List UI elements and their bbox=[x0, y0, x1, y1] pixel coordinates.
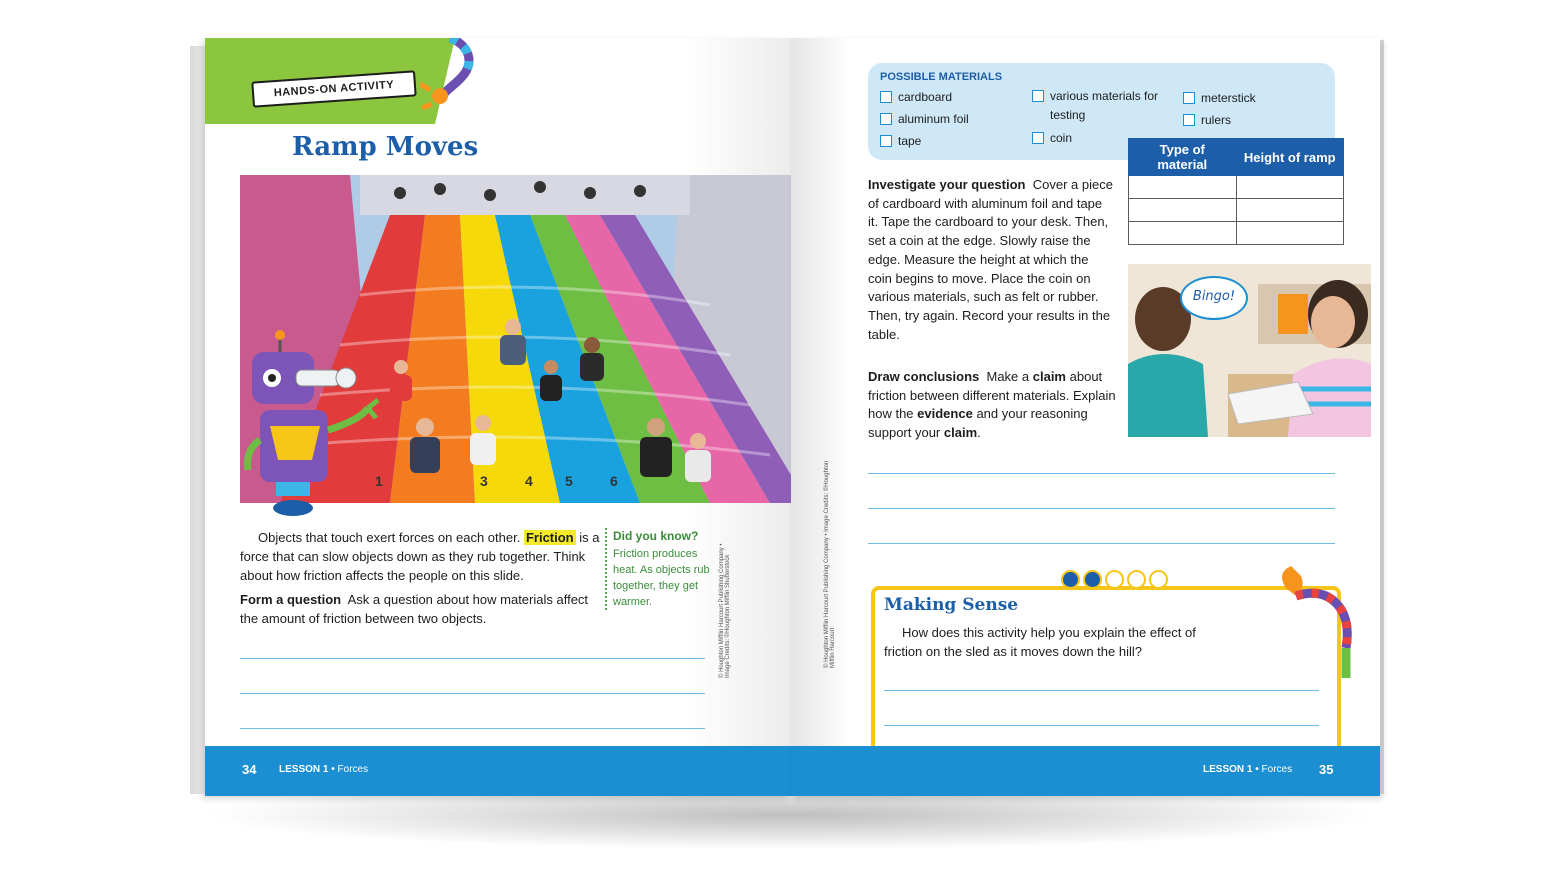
making-sense-title: Making Sense bbox=[884, 595, 1019, 615]
lesson-label: LESSON 1 • Forces bbox=[1203, 764, 1293, 775]
checkbox-icon[interactable] bbox=[1032, 132, 1044, 144]
checkbox-icon[interactable] bbox=[1183, 92, 1195, 104]
progress-dot-empty bbox=[1127, 570, 1146, 589]
investigate-paragraph: Investigate your question Cover a piece of cardboard with aluminum foil and tape it. Tape the cardboard to your desk. Then, set a coin at the edge. Slowly raise the edge. Measure the height at which the coin begins to move. Place the coin on various materials, such as felt or rubber. Then, try again. Record your results in the table. bbox=[868, 177, 1113, 342]
draw-conclusions-heading: Draw conclusions bbox=[868, 369, 980, 384]
robot-arm-icon bbox=[420, 38, 480, 113]
students-image bbox=[1128, 264, 1371, 437]
progress-dot-filled bbox=[1061, 570, 1080, 589]
draw-conclusions-paragraph: Draw conclusions Make a claim about friction between different materials. Explain how the evidence and your reasoning support your claim. bbox=[868, 369, 1116, 441]
material-checkbox[interactable]: tape bbox=[880, 132, 921, 151]
answer-line[interactable] bbox=[884, 725, 1319, 726]
material-checkbox[interactable]: coin bbox=[1032, 129, 1072, 148]
did-you-know-text: Friction produces heat. As objects rub together, they get warmer. bbox=[613, 548, 710, 608]
materials-heading: POSSIBLE MATERIALS bbox=[880, 71, 1003, 83]
table-cell[interactable] bbox=[1129, 199, 1237, 222]
table-row bbox=[1129, 222, 1344, 245]
checkbox-icon[interactable] bbox=[1183, 114, 1195, 126]
answer-line[interactable] bbox=[868, 508, 1335, 509]
did-you-know-callout bbox=[605, 528, 713, 610]
answer-line[interactable] bbox=[884, 690, 1319, 691]
results-table bbox=[1128, 138, 1344, 245]
table-row bbox=[1129, 176, 1344, 199]
students-photo bbox=[1128, 264, 1371, 437]
robot-claw-icon bbox=[1266, 558, 1366, 678]
lane-number: 5 bbox=[565, 473, 573, 489]
table-cell[interactable] bbox=[1236, 199, 1344, 222]
table-cell[interactable] bbox=[1236, 176, 1344, 199]
page-number: 35 bbox=[1319, 762, 1334, 777]
table-cell[interactable] bbox=[1129, 222, 1237, 245]
intro-paragraph: Objects that touch exert forces on each other. Friction is a force that can slow objects down as they rub together. Think about how friction affects the people on this slide. bbox=[240, 530, 600, 583]
claim-term: claim bbox=[943, 425, 978, 441]
material-checkbox[interactable]: cardboard bbox=[880, 88, 952, 107]
material-checkbox[interactable]: meterstick bbox=[1183, 89, 1256, 108]
answer-line[interactable] bbox=[240, 658, 705, 659]
progress-dots bbox=[1061, 570, 1168, 589]
footer-bar bbox=[791, 746, 1380, 796]
table-row bbox=[1129, 199, 1344, 222]
table-header-type: Type of material bbox=[1129, 139, 1237, 176]
progress-dot-empty bbox=[1105, 570, 1124, 589]
progress-dot-filled bbox=[1083, 570, 1102, 589]
left-page bbox=[205, 38, 791, 796]
checkbox-icon[interactable] bbox=[880, 113, 892, 125]
robot-mascot-icon bbox=[240, 330, 380, 520]
progress-dot-empty bbox=[1149, 570, 1168, 589]
lane-number: 1 bbox=[375, 473, 383, 489]
making-sense-question: How does this activity help you explain the effect of friction on the sled as it moves down the hill? bbox=[884, 625, 1196, 659]
form-question-paragraph: Form a question Ask a question about how materials affect the amount of friction between two objects. bbox=[240, 592, 589, 626]
answer-line[interactable] bbox=[868, 473, 1335, 474]
table-header-height: Height of ramp bbox=[1236, 139, 1344, 176]
right-page bbox=[791, 38, 1380, 796]
did-you-know-heading: Did you know? bbox=[613, 529, 699, 543]
table-cell[interactable] bbox=[1129, 176, 1237, 199]
hands-on-activity-tag: HANDS-ON ACTIVITY bbox=[251, 70, 416, 107]
page-title: Ramp Moves bbox=[292, 132, 479, 162]
image-credit: © Houghton Mifflin Harcourt Publishing Company • Image Credits: ©Houghton Mifflin Harcourt bbox=[824, 460, 836, 668]
checkbox-icon[interactable] bbox=[880, 135, 892, 147]
friction-term: Friction bbox=[525, 530, 574, 545]
lane-number: 6 bbox=[610, 473, 618, 489]
footer-bar bbox=[205, 746, 791, 796]
investigate-heading: Investigate your question bbox=[868, 177, 1026, 192]
material-checkbox[interactable]: aluminum foil bbox=[880, 110, 969, 129]
answer-line[interactable] bbox=[240, 728, 705, 729]
lesson-label: LESSON 1 • Forces bbox=[279, 764, 369, 775]
checkbox-icon[interactable] bbox=[1032, 90, 1044, 102]
table-cell[interactable] bbox=[1236, 222, 1344, 245]
form-question-heading: Form a question bbox=[240, 592, 342, 607]
material-checkbox[interactable]: rulers bbox=[1183, 111, 1231, 130]
answer-line[interactable] bbox=[240, 693, 705, 694]
material-checkbox[interactable]: various materials for testing bbox=[1032, 87, 1162, 125]
lane-number: 4 bbox=[525, 473, 533, 489]
checkbox-icon[interactable] bbox=[880, 91, 892, 103]
image-credit: © Houghton Mifflin Harcourt Publishing Company • Image Credits: ©Houghton Mifflin Shutterstock bbox=[719, 543, 731, 678]
lane-number: 3 bbox=[480, 473, 488, 489]
page-number: 34 bbox=[242, 762, 257, 777]
speech-bubble: Bingo! bbox=[1180, 276, 1248, 320]
claim-term: claim bbox=[1032, 369, 1066, 384]
answer-line[interactable] bbox=[868, 543, 1335, 544]
evidence-term: evidence bbox=[917, 406, 973, 422]
